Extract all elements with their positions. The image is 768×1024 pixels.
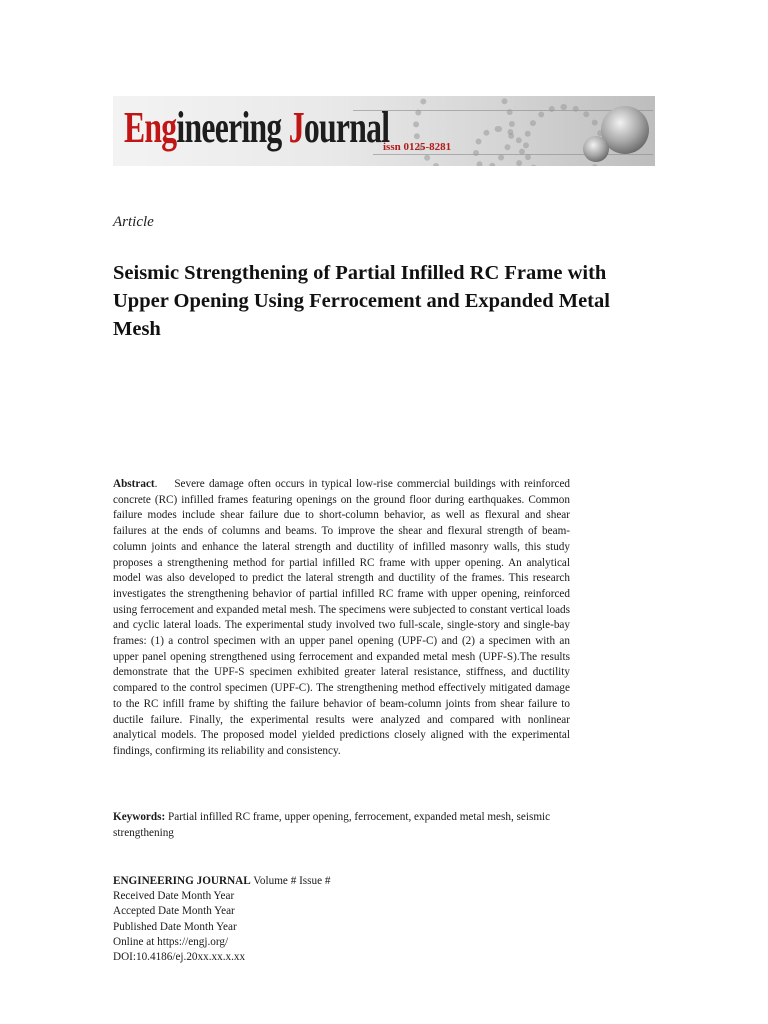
logo-part: ournal [303,103,390,152]
received-date: Received Date Month Year [113,890,235,903]
keywords-label: Keywords: [113,811,166,823]
abstract-text: Severe damage often occurs in typical low-rise commercial buildings with reinforced concrete (RC) infilled frames featuring openings on the ground floor during earthquakes. Common failure modes include shear failure due to short-column behavior, as well as flexural and shear failures at the ends of columns and beams. To improve the shear and flexural strength of beam-column joints and enhance the lateral strength and ductility of infilled masonry walls, this study proposes a strengthening method for partial infilled RC frame with upper opening. An analytical model was also developed to predict the lateral strength and ductility of the frames. This research investigates the strengthening behavior of partial infilled RC frame with upper opening, reinforced using ferrocement and expanded metal mesh. The specimens were subjected to constant vertical loads and cyclic lateral loads. The experimental study involved two full-scale, single-story and single-bay frames: (1) a control specimen with an upper panel opening (UPF-C) and (2) a specimen with an upper panel opening strengthened using ferrocement and expanded metal mesh (UPF-S).The results demonstrate that the UPF-S specimen exhibited greater lateral resistance, stiffness, and ductility compared to the control specimen (UPF-C). The strengthening method effectively mitigated damage to the RC infill frame by shifting the failure behavior of beam-column joints from shear failure to ductile failure. Finally, the experimental results were analyzed and compared with nonlinear analytical models. The proposed model yielded predictions closely aligned with the experimental findings, confirming its reliability and consistency. [113,478,571,757]
logo-part: ineering [176,103,289,152]
abstract-label: Abstract [113,478,155,490]
journal-banner [113,96,655,166]
article-type-label: Article [113,214,154,230]
gear-icon [473,126,525,166]
logo-part: J [288,103,304,152]
volume-issue: Volume # Issue # [253,875,331,887]
online-url: Online at https://engj.org/ [113,935,229,948]
journal-name: ENGINEERING JOURNAL [113,875,251,887]
journal-volume-line [113,874,573,889]
keywords [113,810,570,841]
journal-logo [124,98,389,158]
journal-info [113,874,573,965]
published-date: Published Date Month Year [113,920,237,933]
keywords-text: Partial infilled RC frame, upper opening, ferrocement, expanded metal mesh, seismic strengthening [113,811,551,839]
abstract: Abstract. Severe damage often occurs in typical low-rise commercial buildings with reinforced concrete (RC) infilled frames featuring openings on the ground floor during earthquakes. Common failure modes include shear failure due to short-column behavior, as well as flexural and shear failures at the ends of columns and beams. To improve the shear and flexural strength of beam-column joints and enhance the lateral strength and ductility of infilled masonry walls, this study proposes a strengthening method for partial infilled RC frame with upper opening. An analytical model was also developed to predict the lateral strength and ductility of the frames. This research investigates the strengthening behavior of partial infilled RC frame with upper opening, reinforced using ferrocement and expanded metal mesh. The specimens were subjected to constant vertical loads and cyclic lateral loads. The experimental study involved two full-scale, single-story and single-bay frames: (1) a control specimen with an upper panel opening (UPF-C) and (2) a specimen with an upper panel opening strengthened using ferrocement and expanded metal mesh (UPF-S).The results demonstrate that the UPF-S specimen exhibited greater lateral resistance, stiffness, and ductility compared to the control specimen (UPF-C). The strengthening method effectively mitigated damage to the RC infill frame by shifting the failure behavior of beam-column joints from shear failure to ductile failure. Finally, the experimental results were analyzed and compared with nonlinear analytical models. The proposed model yielded predictions closely aligned with the experimental findings, confirming its reliability and consistency. [113,478,571,757]
article-title: Seismic Strengthening of Partial Infilled RC Frame with Upper Opening Using Ferrocement and Expanded Metal Mesh [113,262,610,340]
accepted-date: Accepted Date Month Year [113,905,235,918]
nut-icon [583,136,609,162]
doi: DOI:10.4186/ej.20xx.xx.x.xx [113,951,246,964]
issn-label: issn 0125-8281 [383,141,452,153]
logo-part: Eng [124,103,177,152]
